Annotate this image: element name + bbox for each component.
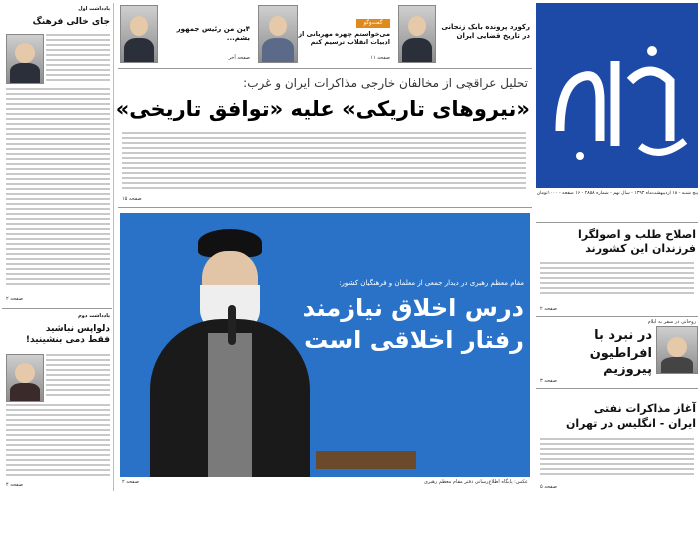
right-story-3-page: صفحه ۵ [540, 484, 557, 490]
left-note-1-label: یادداشت اول [78, 6, 110, 12]
left-note-1-title[interactable]: جای خالی فرهنگ [32, 17, 110, 27]
left-note-2-body-2 [6, 404, 110, 479]
teaser-2-title: می‌خواستم چهره مهربانی از ادبیات انقلاب ترسیم کنم [298, 30, 390, 46]
masthead-logo [540, 21, 694, 171]
photo-story[interactable] [120, 213, 530, 477]
divider-right-1 [536, 222, 698, 223]
right-story-1-body [540, 262, 694, 297]
right-story-1-title[interactable]: اصلاح طلب و اصولگرا فرزندان این کشورند [578, 228, 696, 255]
left-note-1-body [46, 34, 110, 84]
desk [316, 451, 416, 469]
left-note-2-body [46, 354, 110, 399]
left-note-2-label: یادداشت دوم [78, 313, 110, 319]
photo-story-credit: عکس: پایگاه اطلاع‌رسانی دفتر مقام معظم رهبری [423, 479, 528, 485]
teaser-2-label: گفت‌وگو [356, 19, 390, 28]
masthead-logo-text [536, 3, 537, 4]
teaser-3-title: ۴ین من رئیس جمهور بشم... [176, 25, 250, 42]
left-note-2-page: صفحه ۴ [6, 482, 23, 488]
teaser-1[interactable] [396, 3, 532, 65]
logo-lettering-icon [540, 21, 694, 171]
teaser-2-photo [258, 5, 298, 63]
right-story-3-body [540, 438, 694, 478]
right-story-3-title-2[interactable]: ایران - انگلیس در تهران [566, 417, 696, 430]
right-story-3-title-1[interactable]: آغاز مذاکرات نفتی [593, 402, 696, 415]
photo-story-headline-1: درس اخلاق نیازمند [302, 294, 524, 322]
right-story-2-kicker: روحانی در سفر به ایلام [647, 319, 696, 325]
left-note-1-page: صفحه ۲ [6, 296, 23, 302]
teaser-2[interactable] [256, 3, 392, 65]
photo-story-caption: مقام معظم رهبری در دیدار جمعی از معلمان و فرهنگیان کشور: [339, 279, 524, 287]
left-column-rule [113, 3, 114, 491]
date-line: پنج شنبه - ۱۸ اردیبهشت‌ماه ۱۳۹۳ - سال نهم - شماره ۲۸۵۸ - ۱۶ صفحه - ۱۰۰۰تومان [536, 191, 698, 196]
left-note-2-photo [6, 354, 44, 402]
left-note-2-title-2[interactable]: فقط دمی بنشینید! [25, 335, 110, 345]
photo-story-headline-2: رفتار اخلاقی است [304, 326, 524, 354]
main-story-page: صفحه ۱۵ [122, 196, 142, 202]
divider-main [118, 207, 532, 208]
microphone-icon [228, 305, 236, 345]
teaser-3[interactable] [118, 3, 252, 65]
left-note-1-body-2 [6, 88, 110, 288]
divider-right-3 [536, 388, 698, 389]
left-note-1-photo [6, 34, 44, 84]
divider-top [118, 68, 532, 69]
teaser-1-title: رکورد پرونده بابک زنجانی در تاریخ قضایی ایران [441, 23, 530, 40]
main-story-body [122, 132, 526, 192]
right-story-2-page: صفحه ۳ [540, 378, 557, 384]
teaser-2-page: صفحه ۱۱ [370, 55, 390, 61]
top-teasers [118, 3, 532, 65]
right-story-1-page: صفحه ۲ [540, 306, 557, 312]
teaser-3-page: صفحه آخر [228, 55, 250, 61]
photo-story-page: صفحه ۲ [122, 479, 139, 485]
main-story-kicker: تحلیل عراقچی از مخالفان خارجی مذاکرات ایران و غرب: [243, 76, 528, 90]
teaser-1-photo [398, 5, 436, 63]
right-story-2-title-1[interactable]: در نبرد با [594, 328, 652, 343]
right-story-2-photo [656, 326, 698, 374]
main-story-headline: «نیروهای تاریکی» علیه «توافق تاریخی» [115, 97, 530, 121]
left-note-2-title-1[interactable]: دلواپس نباشید [45, 324, 110, 334]
divider-left-1 [2, 308, 112, 309]
divider-right-2 [536, 316, 698, 317]
masthead [536, 3, 698, 188]
teaser-3-photo [120, 5, 158, 63]
right-story-2-title-2[interactable]: افراطیون پیروزیم [589, 346, 652, 377]
